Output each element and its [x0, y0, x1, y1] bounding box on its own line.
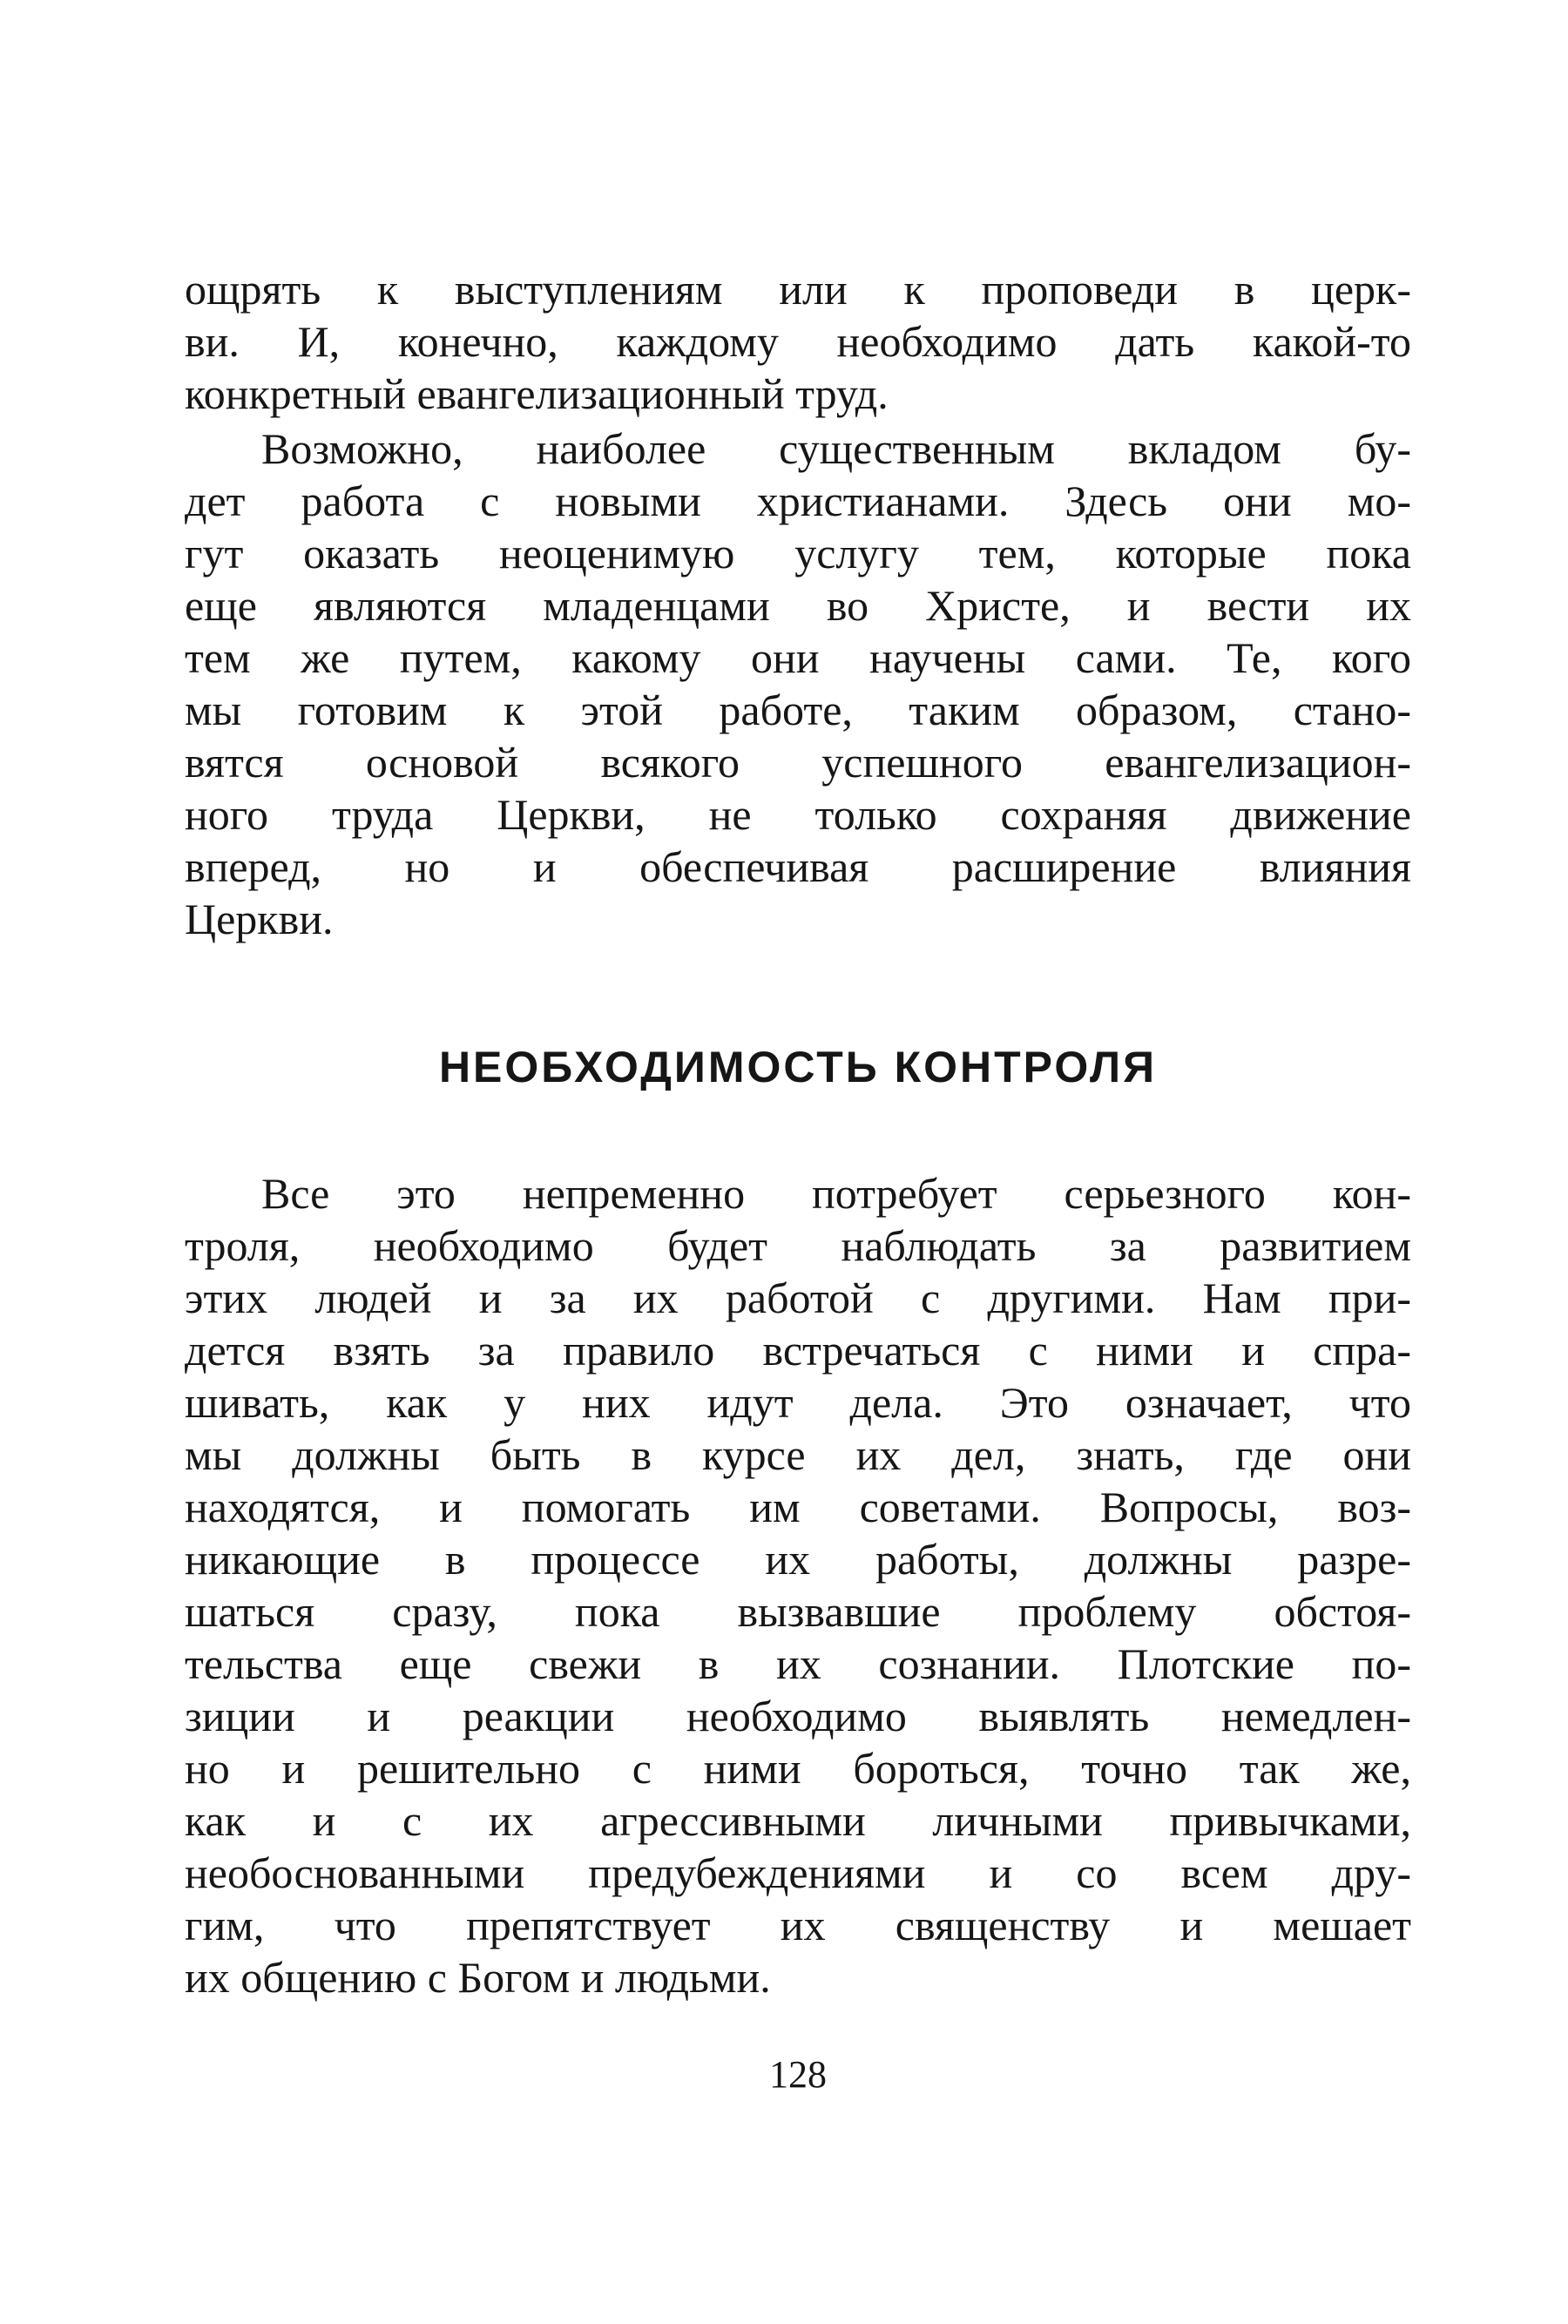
text-line: шаться сразу, пока вызвавшие проблему обстоя- [185, 1587, 1411, 1636]
text-line: тем же путем, какому они научены сами. Те, кого [185, 633, 1411, 682]
text-line: шивать, как у них идут дела. Это означает, что [185, 1378, 1411, 1427]
text-line: Церкви. [185, 895, 334, 943]
text-line: вперед, но и обеспечивая расширение влияния [185, 842, 1411, 891]
text-line: зиции и реакции необходимо выявлять немедлен- [185, 1692, 1411, 1740]
text-line: еще являются младенцами во Христе, и вести их [185, 581, 1411, 630]
text-line: мы должны быть в курсе их дел, знать, где они [185, 1430, 1411, 1479]
text-line: необоснованными предубеждениями и со всем дру- [185, 1848, 1411, 1897]
paragraph-new-christians [185, 422, 1411, 945]
text-line: мы готовим к этой работе, таким образом, стано- [185, 686, 1411, 734]
paragraph-continuation [185, 263, 1411, 420]
text-line: троля, необходимо будет наблюдать за развитием [185, 1221, 1411, 1270]
text-line: как и с их агрессивными личными привычками, [185, 1796, 1411, 1845]
text-line: тельства еще свежи в их сознании. Плотские по- [185, 1639, 1411, 1688]
text-line: этих людей и за их работой с другими. Нам при- [185, 1273, 1411, 1322]
text-line: гим, что препятствует их священству и мешает [185, 1901, 1411, 1949]
text-line: вятся основой всякого успешного евангелизацион- [185, 738, 1411, 787]
text-line: гут оказать неоценимую услугу тем, которые пока [185, 529, 1411, 578]
text-line: Все это непременно потребует серьезного кон- [261, 1169, 1411, 1218]
text-line: конкретный евангелизационный труд. [185, 369, 889, 418]
page-number: 128 [769, 2053, 827, 2096]
text-line: ного труда Церкви, не только сохраняя движение [185, 790, 1411, 839]
text-line: никающие в процессе их работы, должны разре- [185, 1535, 1411, 1584]
text-line: ви. И, конечно, каждому необходимо дать какой-то [185, 317, 1411, 366]
text-line: дет работа с новыми христианами. Здесь они мо- [185, 476, 1411, 525]
text-line: ощрять к выступлениям или к проповеди в церк- [185, 265, 1411, 314]
text-line: находятся, и помогать им советами. Вопросы, воз- [185, 1483, 1411, 1531]
paragraph-control [185, 1167, 1411, 2003]
text-line: Возможно, наиболее существенным вкладом бу- [261, 424, 1411, 473]
text-line: их общению с Богом и людьми. [185, 1953, 771, 2002]
section-heading: НЕОБХОДИМОСТЬ КОНТРОЛЯ [438, 1043, 1158, 1091]
text-line: но и решительно с ними бороться, точно так же, [185, 1744, 1411, 1793]
text-line: дется взять за правило встречаться с ними и спра- [185, 1326, 1411, 1375]
